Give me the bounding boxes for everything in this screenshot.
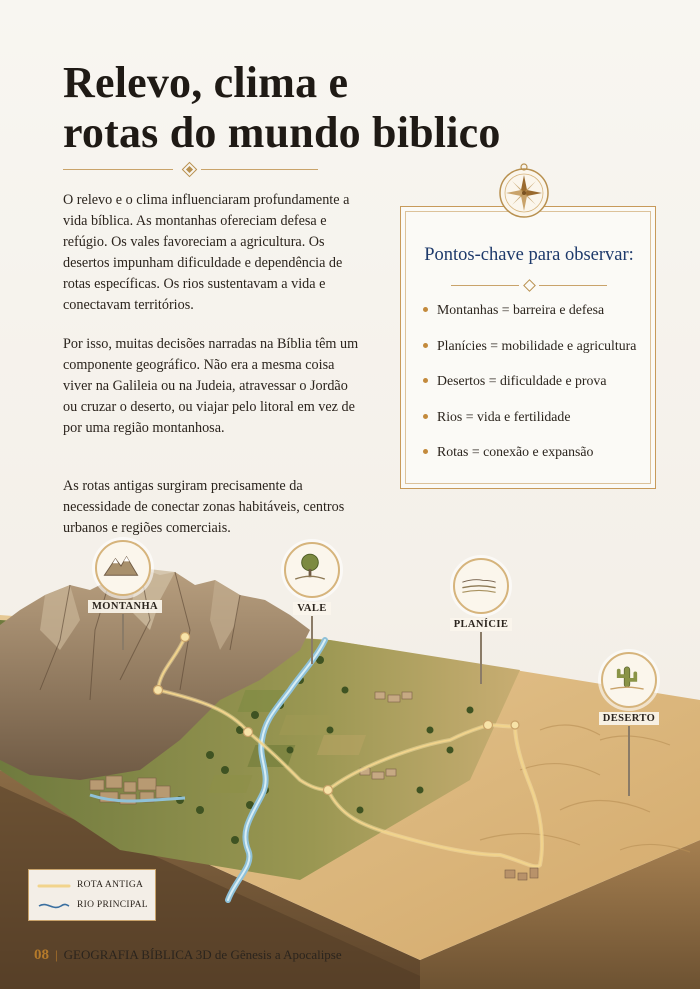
keypoint-item — [423, 408, 636, 444]
pin-montanha — [88, 540, 158, 650]
page-footer — [34, 947, 342, 964]
title-divider — [63, 163, 318, 177]
page-title — [63, 58, 583, 158]
label-planicie: PLANÍCIE — [450, 618, 513, 631]
legend-route-label: ROTA ANTIGA — [77, 880, 144, 890]
label-deserto: DESERTO — [599, 712, 659, 725]
keypoint-text: Planícies = mobilidade e agricultura — [437, 337, 637, 353]
keypoint-text: Desertos = dificuldade e prova — [437, 373, 607, 388]
plain-icon — [453, 558, 509, 614]
keypoint-item — [423, 372, 636, 408]
keypoint-text: Rios = vida e fertilidade — [437, 408, 571, 424]
cactus-icon — [601, 652, 657, 708]
bullet-icon — [423, 378, 428, 383]
bullet-icon — [423, 343, 428, 348]
page-number: 08 — [34, 947, 49, 963]
keypoint-item — [423, 337, 636, 373]
keypoint-text: Rotas = conexão e expansão — [437, 444, 594, 459]
paragraph-2: Por isso, muitas decisões narradas na Bíblia têm um componente geográfico. Não era a mesma coisa viver na Galileia ou na Judeia, atravessar o Jordão ou cruzar o deserto, ou viajar pelo litoral em vez de por uma região montanhosa. — [63, 336, 359, 436]
bullet-icon — [423, 449, 428, 454]
paragraph-3: As rotas antigas surgiram precisamente da necessidade de conectar zonas habitáveis, centros urbanos e regiões comerciais. — [63, 478, 345, 536]
compass-icon — [496, 163, 552, 219]
bullet-icon — [423, 307, 428, 312]
title-line-1: Relevo, clima e — [63, 58, 349, 107]
river-line-icon — [37, 899, 71, 913]
pin-planicie — [448, 558, 514, 684]
keypoints-list — [423, 301, 636, 479]
keypoints-box — [400, 206, 656, 489]
keypoints-title: Pontos-chave para observar: — [424, 245, 634, 265]
legend-river-label: RIO PRINCIPAL — [77, 900, 148, 910]
map-legend — [28, 869, 156, 921]
label-montanha: MONTANHA — [88, 600, 162, 613]
keypoints-divider — [451, 281, 607, 291]
mountain-icon — [95, 540, 151, 596]
keypoint-item — [423, 443, 636, 479]
tree-icon — [284, 542, 340, 598]
keypoint-item — [423, 301, 636, 337]
diamond-ornament-icon — [182, 162, 198, 178]
bullet-icon — [423, 414, 428, 419]
pin-deserto — [596, 652, 662, 796]
book-title: GEOGRAFIA BÍBLICA 3D de Gênesis a Apocalipse — [63, 947, 342, 962]
title-line-2: rotas do mundo biblico — [63, 108, 501, 157]
route-line-icon — [37, 879, 71, 893]
keypoint-text: Montanhas = barreira e defesa — [437, 302, 605, 317]
pin-vale — [282, 542, 342, 664]
label-vale: VALE — [293, 602, 330, 615]
paragraph-1: O relevo e o clima influenciaram profundamente a vida bíblica. As montanhas ofereciam defesa e refúgio. Os vales favoreciam a agricultura. Os desertos impunham dificuldade e dependência de rotas específicas. Os rios sustentavam a vida e conectavam territórios. — [63, 192, 350, 313]
footer-separator: | — [55, 947, 58, 962]
